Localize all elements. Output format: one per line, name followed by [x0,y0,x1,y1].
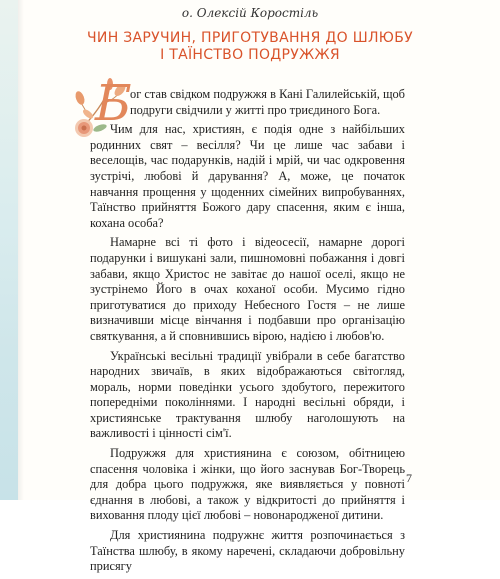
paragraph-5: Подружжя для християнина є союзом, обітницею спасення чоловіка і жінки, що його заснував Бог-Творець для добра цього подружжя, яке виявляється у повноті єднання в любові, а також у відкритості до прийняття і виховання плоду цієї любові – новонародженої дитини. [90,446,405,523]
drop-cap-letter: Б [95,74,132,132]
chapter-title [60,30,440,64]
chapter-title-line-2: І ТАЇНСТВО ПОДРУЖЖЯ [160,47,340,63]
page-edge-gradient [0,0,18,500]
paragraph-4: Українські весільні традиції увібрали в себе багатство народних звичаїв, в яких відображаються світогляд, мораль, норми поведінки усього здобутого, пережитого попередніми поколіннями. І народні весільні обряди, і християнське трактування шлюбу наголошують на важливості і цінності сім'ї. [90,348,405,441]
page-fold-shadow [18,0,24,500]
paragraph-1: ог став свідком подружжя в Кані Галилейській, щоб подруги свідчили у житті про триєдиного Бога. [130,87,405,117]
running-header-author: о. Олексій Коростіль [181,6,319,20]
page-number: 7 [406,471,412,485]
body-text [90,87,405,579]
paragraph-2: Чим для нас, християн, є подія одне з найбільших родинних свят – весілля? Чи це лише час забави і веселощів, час подарунків, надій і мрій, чи час одкровення зустрічі, любові й дарування? А, може, це початок навчання прощення у щоденних сімейних випробуваннях, Таїнство прийняття Божого дару спасення, яким є інша, кохана особа? [90,122,405,230]
paragraph-3: Намарне всі ті фото і відеосесії, намарне дорогі подарунки і вишукані зали, пишномовні побажання і довгі забави, якщо Христос не завітає до нашої оселі, якщо не зустрінемо Його в очах коханої особи. Мусимо гідно приготуватися до приходу Небесного Гостя – не лише визначивши місце вінчання і подбавши про організацію святкування, а й сповнившись вірою, надією і любов'ю. [90,235,405,343]
chapter-title-line-1: ЧИН ЗАРУЧИН, ПРИГОТУВАННЯ ДО ШЛЮБУ [87,30,413,46]
paragraph-6: Для християнина подружнє життя розпочинається з Таїнства шлюбу, в якому наречені, складаючи добровільну присягу [90,528,405,574]
